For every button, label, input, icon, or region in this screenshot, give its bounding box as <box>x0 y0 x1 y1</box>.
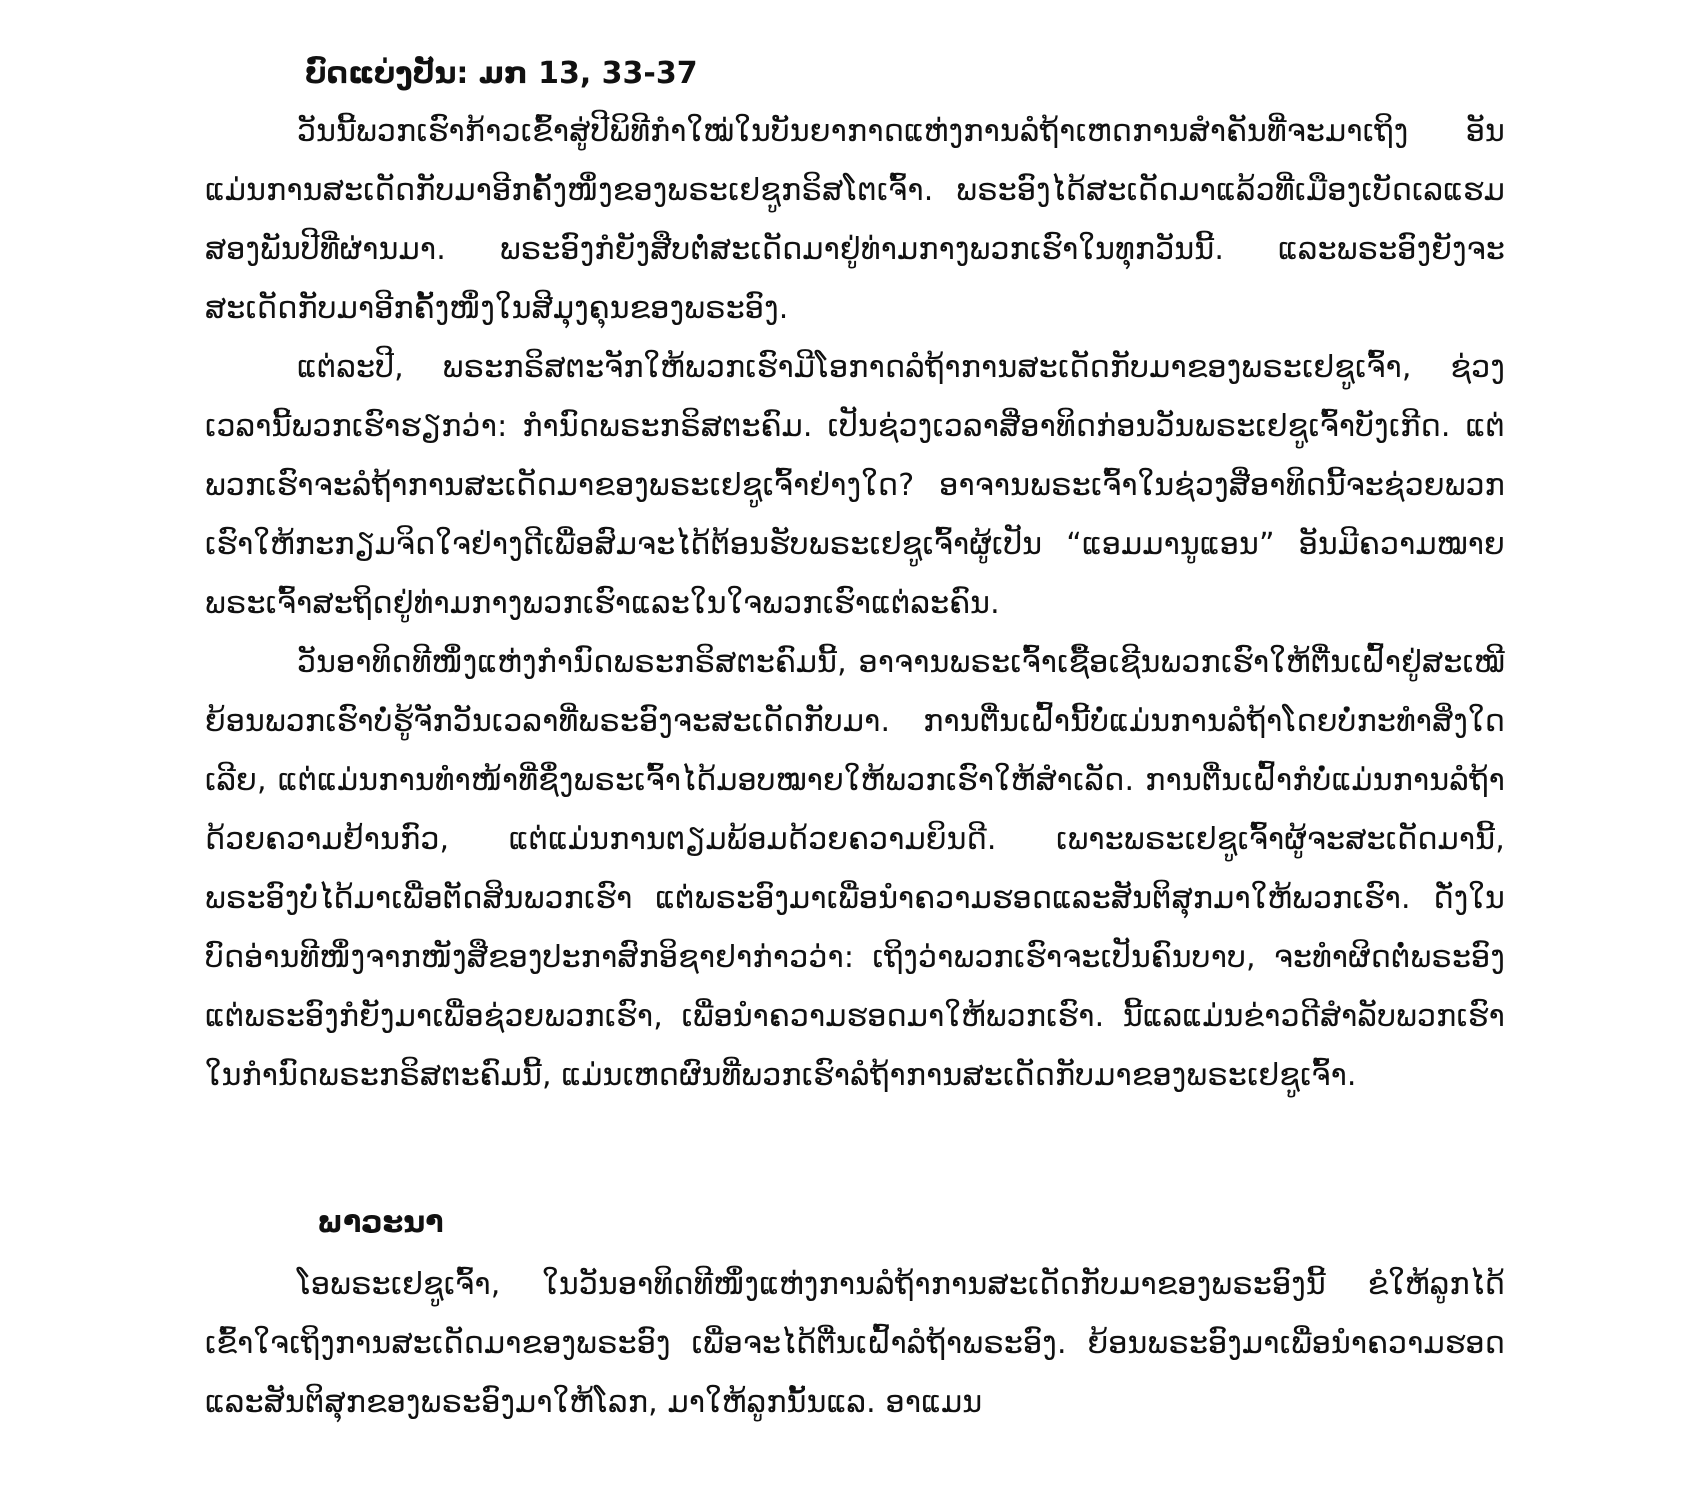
prayer-paragraph: ໂອພຣະເຢຊູເຈົ້າ, ໃນວັນອາທິດທີໜຶ່ງແຫ່ງການລໍຖ້າການສະເດັດກັບມາຂອງພຣະອົງນີ້ ຂໍໃຫ້ລູກໄດ້ເຂົ້າໃຈເຖິງການສະເດັດມາຂອງພຣະອົງ ເພື່ອຈະໄດ້ຕື່ນເຝົ້າລໍຖ້າພຣະອົງ. ຍ້ອນພຣະອົງມາເພື່ອນຳຄວາມຮອດແລະສັນຕິສຸກຂອງພຣະອົງມາໃຫ້ໂລກ, ມາໃຫ້ລູກນັ້ນແລ. ອາແມນ <box>205 1267 1505 1420</box>
document-body <box>205 52 1505 1432</box>
reading-heading: ບົດແບ່ງປັນ: ມກ 13, 33-37 <box>305 56 698 91</box>
reading-paragraph-3: ວັນອາທິດທີໜຶ່ງແຫ່ງກຳນົດພຣະກຣິສຕະຄົມນີ້, ອາຈານພຣະເຈົ້າເຊື້ອເຊີນພວກເຮົາໃຫ້ຕື່ນເຝົ້າຢູ່ສະເໝີ ຍ້ອນພວກເຮົາບໍ່ຮູ້ຈັກວັນເວລາທີ່ພຣະອົງຈະສະເດັດກັບມາ. ການຕື່ນເຝົ້ານີ້ບໍ່ແມ່ນການລໍຖ້າໂດຍບໍ່ກະທຳສິ່ງໃດເລີຍ, ແຕ່ແມ່ນການທຳໜ້າທີ່ຊຶ່ງພຣະເຈົ້າໄດ້ມອບໝາຍໃຫ້ພວກເຮົາໃຫ້ສຳເລັດ. ການຕື່ນເຝົ້າກໍບໍ່ແມ່ນການລໍຖ້າດ້ວຍຄວາມຢ້ານກົວ, ແຕ່ແມ່ນການຕຽມພ້ອມດ້ວຍຄວາມຍິນດີ. ເພາະພຣະເຢຊູເຈົ້າຜູ້ຈະສະເດັດມານີ້, ພຣະອົງບໍ່ໄດ້ມາເພື່ອຕັດສິນພວກເຮົາ ແຕ່ພຣະອົງມາເພື່ອນຳຄວາມຮອດແລະສັນຕິສຸກມາໃຫ້ພວກເຮົາ. ດັ່ງໃນບົດອ່ານທີໜຶ່ງຈາກໜັງສືຂອງປະກາສົກອິຊາຢາກ່າວວ່າ: ເຖິງວ່າພວກເຮົາຈະເປັນຄົນບາບ, ຈະທຳຜິດຕໍ່ພຣະອົງແຕ່ພຣະອົງກໍຍັງມາເພື່ອຊ່ວຍພວກເຮົາ, ເພື່ອນຳຄວາມຮອດມາໃຫ້ພວກເຮົາ. ນີ້ແລແມ່ນຂ່າວດີສຳລັບພວກເຮົາໃນກຳນົດພຣະກຣິສຕະຄົມນີ້, ແມ່ນເຫດຜົນທີ່ພວກເຮົາລໍຖ້າການສະເດັດກັບມາຂອງພຣະເຢຊູເຈົ້າ. <box>205 645 1505 1093</box>
prayer-heading: ພາວະນາ <box>317 1205 444 1240</box>
reading-paragraph-2: ແຕ່ລະປີ, ພຣະກຣິສຕະຈັກໃຫ້ພວກເຮົາມີໂອກາດລໍຖ້າການສະເດັດກັບມາຂອງພຣະເຢຊູເຈົ້າ, ຊ່ວງເວລານີ້ພວກເຮົາຮຽກວ່າ: ກຳນົດພຣະກຣິສຕະຄົມ. ເປັນຊ່ວງເວລາສີ່ອາທິດກ່ອນວັນພຣະເຢຊູເຈົ້າບັງເກີດ. ແຕ່ພວກເຮົາຈະລໍຖ້າການສະເດັດມາຂອງພຣະເຢຊູເຈົ້າຢ່າງໃດ? ອາຈານພຣະເຈົ້າໃນຊ່ວງສີ່ອາທິດນີ້ຈະຊ່ວຍພວກເຮົາໃຫ້ກະກຽມຈິດໃຈຢ່າງດີເພື່ອສົມຈະໄດ້ຕ້ອນຮັບພຣະເຢຊູເຈົ້າຜູ້ເປັນ “ແອມມານູແອນ” ອັນມີຄວາມໝາຍ ພຣະເຈົ້າສະຖິດຢູ່ທ່າມກາງພວກເຮົາແລະໃນໃຈພວກເຮົາແຕ່ລະຄົນ. <box>205 350 1505 621</box>
reading-paragraph-1: ວັນນີ້ພວກເຮົາກ້າວເຂົ້າສູ່ປີພິທີກຳໃໝ່ໃນບັນຍາກາດແຫ່ງການລໍຖ້າເຫດການສຳຄັນທີ່ຈະມາເຖິງ ອັນແມ່ນການສະເດັດກັບມາອີກຄັ້ງໜຶ່ງຂອງພຣະເຢຊູກຣິສໂຕເຈົ້າ. ພຣະອົງໄດ້ສະເດັດມາແລ້ວທີ່ເມືອງເບັດເລແຮມສອງພັນປີທີ່ຜ່ານມາ. ພຣະອົງກໍຍັງສືບຕໍ່ສະເດັດມາຢູ່ທ່າມກາງພວກເຮົາໃນທຸກວັນນີ້. ແລະພຣະອົງຍັງຈະສະເດັດກັບມາອີກຄັ້ງໜຶ່ງໃນສີມຸງຄຸນຂອງພຣະອົງ. <box>205 114 1505 326</box>
section-spacer <box>205 1105 1505 1201</box>
